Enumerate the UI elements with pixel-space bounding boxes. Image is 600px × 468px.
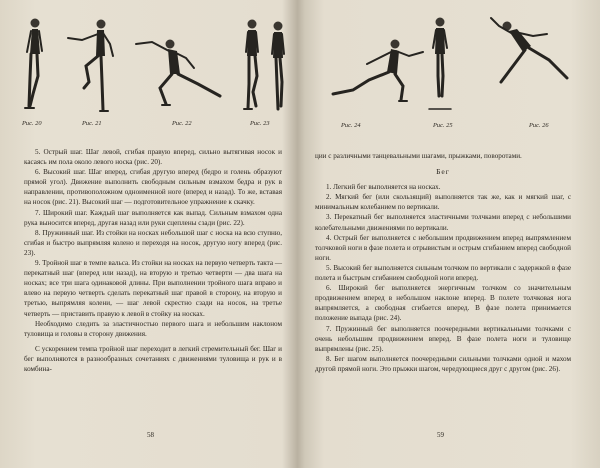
page-number: 58 — [147, 431, 154, 439]
paragraph: 3. Перекатный бег выполняется эластичными толчками вперед с небольшими колебательными движениями по вертикали. — [315, 213, 571, 232]
figure-caption: Рис. 25 — [433, 122, 453, 129]
figure-caption: Рис. 22 — [172, 120, 192, 127]
figure-caption: Рис. 20 — [22, 120, 42, 127]
paragraph: 5. Высокий бег выполняется сильным толчком по вертикали с задержкой в фазе полета и быстрым сгибанием свободной ноги вперед. — [315, 263, 571, 283]
paragraph: 4. Острый бег выполняется с небольшим продвижением вперед выпрямлением толчковой ноги в фазе полета и отрывистым и острым сгибанием вперед свободной ноги. — [315, 233, 571, 262]
paragraph: 5. Острый шаг. Шаг левой, сгибая правую вперед, сильно вытягивая носок и касаясь им пола около левого носка (рис. 20). — [24, 148, 282, 167]
figure-caption: Рис. 24 — [341, 122, 361, 129]
figure-25-illustration — [425, 14, 455, 114]
figure-22-illustration — [122, 16, 228, 108]
paragraph: 1. Легкий бег выполняется на носках. — [326, 183, 441, 192]
figure-caption: Рис. 21 — [82, 120, 102, 127]
figure-23-illustration — [236, 14, 294, 114]
paragraph: 6. Высокий шаг. Шаг вперед, сгибая другую вперед (бедро и голень образуют прямой угол). Движение выполнить свободным сильным взмахом бедра и рук в направлении, противоположном одноименной ноге (вперед и назад). То же, вставая на носок (рис. 21). Высокий шаг — подготовительное упражнение к скачку. — [24, 168, 282, 207]
figure-caption: Рис. 26 — [529, 122, 549, 129]
paragraph: С ускорением темпа тройной шаг переходит в легкий стремительный бег. Шаг и бег выполняются в разнообразных сочетаниях с движениями туловища и рук и в комбина- — [24, 344, 282, 373]
figure-24-illustration — [323, 34, 429, 104]
section-title: Бег — [436, 167, 450, 177]
paragraph: 8. Пружинный шаг. Из стойки на носках небольшой шаг с носка на всю ступню, сгибая и быстро выпрямляя колено и переходя на носок, другую ногу вперед (рис. 23). — [24, 228, 282, 257]
paragraph: 9. Тройной шаг в темпе вальса. Из стойки на носках на первую четверть такта — перекатный шаг (вперед или назад), на вторую и третью четверти — два шага на носках; все три шага одинаковой длины. При выполнении тройного шага вправо и влево на первую четверть сделать перекатный шаг правой в сторону, на вторую и третью, выпрямляя колени, — шаг левой скрестно сзади на носок, на третье четверть — приставить правую к левой в стойку на носках. — [24, 259, 282, 318]
figure-21-illustration — [64, 14, 118, 114]
paragraph: ции с различными танцевальными шагами, прыжками, поворотами. — [315, 152, 522, 160]
figure-20-illustration — [16, 14, 52, 114]
paragraph: 7. Пружинный бег выполняется поочередными вертикальными толчками с очень небольшим продвижением вперед. В фазе полета ноги и туловище выпрямлены (рис. 25). — [315, 324, 571, 353]
paragraph: 6. Широкий бег выполняется энергичным толчком со значительным продвижением вперед в небольшом наклоне вперед. В полете толчковая нога выпрямляется, а свободная сгибается вперед. В фазе полета принимается положение выпада (рис. 24). — [315, 284, 571, 323]
left-page-text — [24, 147, 282, 374]
figure-caption: Рис. 23 — [250, 120, 270, 127]
paragraph: 2. Мягкий бег (или скользящий) выполняется так же, как и мягкий шаг, с минимальным колебанием по вертикали. — [315, 193, 571, 212]
right-page — [301, 0, 600, 468]
left-page — [0, 0, 299, 468]
page-number: 59 — [437, 431, 444, 439]
paragraph: Необходимо следить за эластичностью первого шага и небольшим наклоном туловища и головы в сторону движения. — [24, 319, 282, 338]
paragraph: 8. Бег шагом выполняется поочередными сильными толчками одной и махом другой прямой ноги. Это прыжки шагом, чередующиеся друг с другом (рис. 26). — [315, 354, 571, 373]
figure-26-illustration — [487, 16, 587, 96]
right-page-text — [315, 151, 571, 374]
paragraph: 7. Широкий шаг. Каждый шаг выполняется как выпад. Сильным взмахом одна рука выносится вперед, другая назад или руки сцеплены сзади (рис. 22). — [24, 208, 282, 227]
